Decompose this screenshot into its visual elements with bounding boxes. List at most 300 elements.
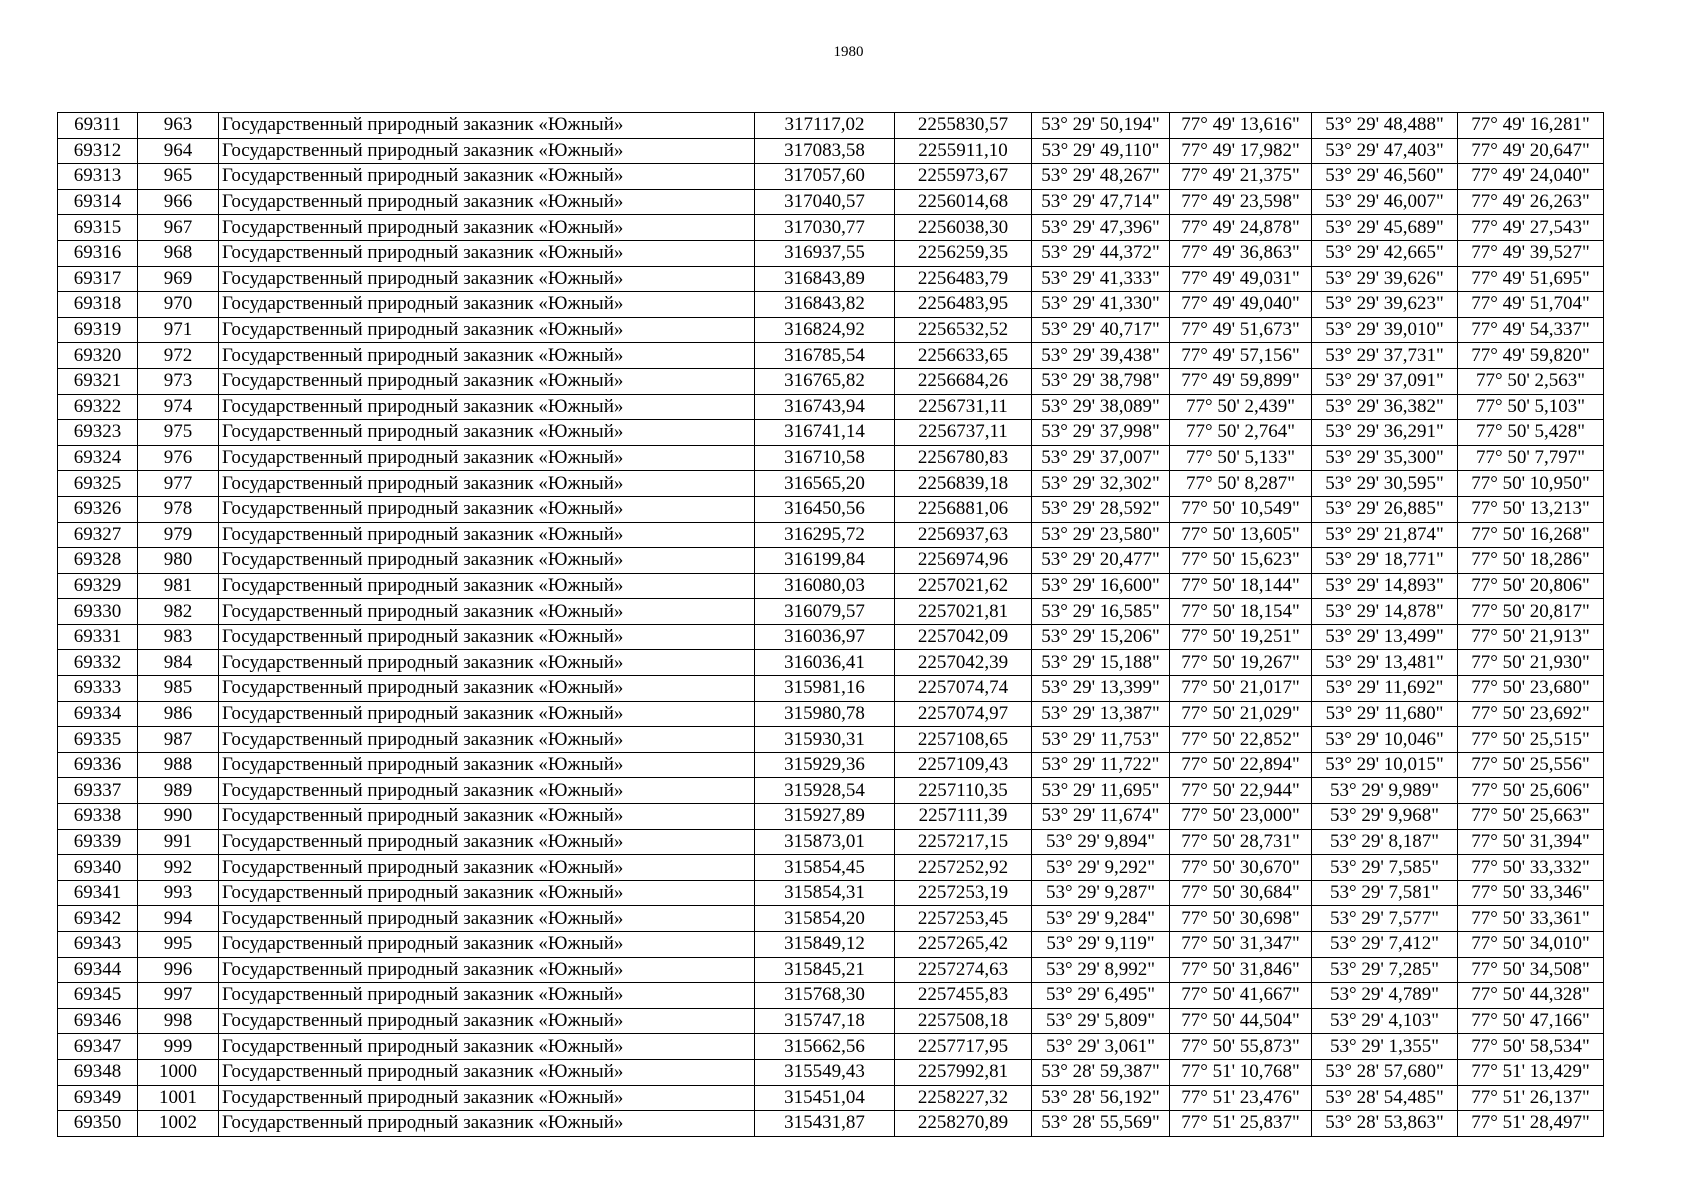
point-number-cell: 967 [138,215,219,241]
table-row [58,471,1604,497]
latitude-1-cell: 53° 29' 41,333" [1032,266,1170,292]
longitude-2-cell: 77° 49' 51,695" [1458,266,1604,292]
record-id-cell: 69348 [58,1059,138,1085]
point-number-cell: 980 [138,548,219,574]
territory-name-cell: Государственный природный заказник «Южный» [219,804,755,830]
latitude-1-cell: 53° 29' 16,585" [1032,599,1170,625]
point-number-cell: 991 [138,829,219,855]
latitude-1-cell: 53° 29' 11,674" [1032,804,1170,830]
latitude-1-cell: 53° 28' 55,569" [1032,1111,1170,1137]
record-id-cell: 69336 [58,752,138,778]
point-number-cell: 974 [138,394,219,420]
x-coordinate-cell: 316741,14 [755,420,895,446]
latitude-2-cell: 53° 29' 7,577" [1312,906,1458,932]
table-row [58,624,1604,650]
longitude-2-cell: 77° 49' 20,647" [1458,138,1604,164]
territory-name-cell: Государственный природный заказник «Южный» [219,164,755,190]
y-coordinate-cell: 2256780,83 [895,445,1032,471]
y-coordinate-cell: 2257253,45 [895,906,1032,932]
longitude-2-cell: 77° 50' 10,950" [1458,471,1604,497]
latitude-1-cell: 53° 29' 39,438" [1032,343,1170,369]
y-coordinate-cell: 2256937,63 [895,522,1032,548]
x-coordinate-cell: 315929,36 [755,752,895,778]
record-id-cell: 69316 [58,240,138,266]
latitude-1-cell: 53° 29' 38,089" [1032,394,1170,420]
latitude-2-cell: 53° 29' 14,878" [1312,599,1458,625]
longitude-2-cell: 77° 50' 25,663" [1458,804,1604,830]
longitude-1-cell: 77° 50' 8,287" [1170,471,1312,497]
table-row [58,368,1604,394]
longitude-1-cell: 77° 49' 57,156" [1170,343,1312,369]
longitude-2-cell: 77° 50' 33,332" [1458,855,1604,881]
longitude-2-cell: 77° 49' 51,704" [1458,292,1604,318]
latitude-2-cell: 53° 29' 30,595" [1312,471,1458,497]
latitude-1-cell: 53° 29' 23,580" [1032,522,1170,548]
point-number-cell: 969 [138,266,219,292]
table-row [58,215,1604,241]
latitude-1-cell: 53° 29' 13,387" [1032,701,1170,727]
longitude-2-cell: 77° 50' 34,010" [1458,932,1604,958]
longitude-1-cell: 77° 49' 13,616" [1170,113,1312,139]
x-coordinate-cell: 315873,01 [755,829,895,855]
longitude-1-cell: 77° 51' 25,837" [1170,1111,1312,1137]
longitude-1-cell: 77° 51' 23,476" [1170,1085,1312,1111]
latitude-2-cell: 53° 29' 4,789" [1312,983,1458,1009]
longitude-2-cell: 77° 50' 44,328" [1458,983,1604,1009]
y-coordinate-cell: 2257455,83 [895,983,1032,1009]
y-coordinate-cell: 2256731,11 [895,394,1032,420]
record-id-cell: 69320 [58,343,138,369]
y-coordinate-cell: 2257021,81 [895,599,1032,625]
table-row [58,983,1604,1009]
longitude-1-cell: 77° 49' 23,598" [1170,189,1312,215]
point-number-cell: 970 [138,292,219,318]
latitude-2-cell: 53° 29' 21,874" [1312,522,1458,548]
territory-name-cell: Государственный природный заказник «Южный» [219,1059,755,1085]
x-coordinate-cell: 316450,56 [755,496,895,522]
latitude-2-cell: 53° 29' 1,355" [1312,1034,1458,1060]
y-coordinate-cell: 2258270,89 [895,1111,1032,1137]
record-id-cell: 69341 [58,880,138,906]
latitude-1-cell: 53° 29' 15,206" [1032,624,1170,650]
latitude-1-cell: 53° 29' 9,287" [1032,880,1170,906]
point-number-cell: 994 [138,906,219,932]
territory-name-cell: Государственный природный заказник «Южный» [219,880,755,906]
latitude-2-cell: 53° 28' 53,863" [1312,1111,1458,1137]
latitude-2-cell: 53° 29' 47,403" [1312,138,1458,164]
latitude-1-cell: 53° 29' 5,809" [1032,1008,1170,1034]
point-number-cell: 979 [138,522,219,548]
latitude-1-cell: 53° 29' 9,284" [1032,906,1170,932]
table-row [58,1059,1604,1085]
y-coordinate-cell: 2256483,79 [895,266,1032,292]
latitude-1-cell: 53° 29' 37,998" [1032,420,1170,446]
table-row [58,752,1604,778]
latitude-2-cell: 53° 29' 10,046" [1312,727,1458,753]
longitude-1-cell: 77° 49' 17,982" [1170,138,1312,164]
point-number-cell: 987 [138,727,219,753]
y-coordinate-cell: 2257074,74 [895,676,1032,702]
table-row [58,496,1604,522]
y-coordinate-cell: 2257717,95 [895,1034,1032,1060]
record-id-cell: 69343 [58,932,138,958]
y-coordinate-cell: 2257042,09 [895,624,1032,650]
record-id-cell: 69321 [58,368,138,394]
table-row [58,394,1604,420]
territory-name-cell: Государственный природный заказник «Южный» [219,676,755,702]
longitude-2-cell: 77° 51' 26,137" [1458,1085,1604,1111]
x-coordinate-cell: 317030,77 [755,215,895,241]
point-number-cell: 971 [138,317,219,343]
latitude-2-cell: 53° 29' 7,585" [1312,855,1458,881]
territory-name-cell: Государственный природный заказник «Южный» [219,727,755,753]
point-number-cell: 983 [138,624,219,650]
territory-name-cell: Государственный природный заказник «Южный» [219,701,755,727]
record-id-cell: 69346 [58,1008,138,1034]
longitude-1-cell: 77° 50' 2,439" [1170,394,1312,420]
record-id-cell: 69327 [58,522,138,548]
point-number-cell: 985 [138,676,219,702]
point-number-cell: 973 [138,368,219,394]
latitude-2-cell: 53° 29' 35,300" [1312,445,1458,471]
territory-name-cell: Государственный природный заказник «Южный» [219,420,755,446]
latitude-2-cell: 53° 29' 11,692" [1312,676,1458,702]
territory-name-cell: Государственный природный заказник «Южный» [219,1085,755,1111]
table-row [58,855,1604,881]
table-row [58,599,1604,625]
longitude-1-cell: 77° 51' 10,768" [1170,1059,1312,1085]
territory-name-cell: Государственный природный заказник «Южный» [219,624,755,650]
table-row [58,522,1604,548]
x-coordinate-cell: 315854,20 [755,906,895,932]
territory-name-cell: Государственный природный заказник «Южный» [219,189,755,215]
point-number-cell: 968 [138,240,219,266]
territory-name-cell: Государственный природный заказник «Южный» [219,240,755,266]
territory-name-cell: Государственный природный заказник «Южный» [219,932,755,958]
latitude-1-cell: 53° 29' 28,592" [1032,496,1170,522]
x-coordinate-cell: 317117,02 [755,113,895,139]
longitude-2-cell: 77° 50' 7,797" [1458,445,1604,471]
latitude-2-cell: 53° 29' 37,091" [1312,368,1458,394]
table-row [58,317,1604,343]
table-row [58,1085,1604,1111]
record-id-cell: 69315 [58,215,138,241]
table-row [58,138,1604,164]
table-row [58,727,1604,753]
point-number-cell: 975 [138,420,219,446]
longitude-1-cell: 77° 49' 36,863" [1170,240,1312,266]
longitude-2-cell: 77° 49' 26,263" [1458,189,1604,215]
point-number-cell: 1000 [138,1059,219,1085]
record-id-cell: 69338 [58,804,138,830]
longitude-2-cell: 77° 49' 27,543" [1458,215,1604,241]
y-coordinate-cell: 2255911,10 [895,138,1032,164]
table-row [58,292,1604,318]
record-id-cell: 69328 [58,548,138,574]
longitude-1-cell: 77° 50' 41,667" [1170,983,1312,1009]
y-coordinate-cell: 2257074,97 [895,701,1032,727]
table-row [58,880,1604,906]
point-number-cell: 978 [138,496,219,522]
point-number-cell: 997 [138,983,219,1009]
latitude-1-cell: 53° 29' 20,477" [1032,548,1170,574]
point-number-cell: 981 [138,573,219,599]
table-row [58,957,1604,983]
x-coordinate-cell: 316079,57 [755,599,895,625]
x-coordinate-cell: 316843,82 [755,292,895,318]
y-coordinate-cell: 2255830,57 [895,113,1032,139]
latitude-2-cell: 53° 29' 39,626" [1312,266,1458,292]
longitude-2-cell: 77° 50' 58,534" [1458,1034,1604,1060]
table-row [58,804,1604,830]
coordinates-table [57,112,1604,1137]
point-number-cell: 996 [138,957,219,983]
latitude-2-cell: 53° 29' 45,689" [1312,215,1458,241]
record-id-cell: 69350 [58,1111,138,1137]
latitude-1-cell: 53° 29' 13,399" [1032,676,1170,702]
point-number-cell: 995 [138,932,219,958]
territory-name-cell: Государственный природный заказник «Южный» [219,906,755,932]
latitude-2-cell: 53° 28' 54,485" [1312,1085,1458,1111]
longitude-1-cell: 77° 50' 30,670" [1170,855,1312,881]
longitude-1-cell: 77° 50' 22,852" [1170,727,1312,753]
longitude-1-cell: 77° 50' 13,605" [1170,522,1312,548]
longitude-2-cell: 77° 49' 54,337" [1458,317,1604,343]
territory-name-cell: Государственный природный заказник «Южный» [219,829,755,855]
x-coordinate-cell: 316743,94 [755,394,895,420]
table-row [58,548,1604,574]
territory-name-cell: Государственный природный заказник «Южный» [219,445,755,471]
territory-name-cell: Государственный природный заказник «Южный» [219,215,755,241]
x-coordinate-cell: 315431,87 [755,1111,895,1137]
longitude-1-cell: 77° 50' 2,764" [1170,420,1312,446]
longitude-2-cell: 77° 50' 23,680" [1458,676,1604,702]
latitude-2-cell: 53° 29' 26,885" [1312,496,1458,522]
longitude-2-cell: 77° 50' 20,817" [1458,599,1604,625]
table-row [58,573,1604,599]
longitude-2-cell: 77° 50' 20,806" [1458,573,1604,599]
territory-name-cell: Государственный природный заказник «Южный» [219,394,755,420]
table-row [58,266,1604,292]
record-id-cell: 69324 [58,445,138,471]
record-id-cell: 69322 [58,394,138,420]
y-coordinate-cell: 2256633,65 [895,343,1032,369]
latitude-1-cell: 53° 28' 56,192" [1032,1085,1170,1111]
record-id-cell: 69318 [58,292,138,318]
x-coordinate-cell: 315451,04 [755,1085,895,1111]
longitude-1-cell: 77° 50' 55,873" [1170,1034,1312,1060]
longitude-2-cell: 77° 50' 5,103" [1458,394,1604,420]
point-number-cell: 972 [138,343,219,369]
y-coordinate-cell: 2257108,65 [895,727,1032,753]
x-coordinate-cell: 315981,16 [755,676,895,702]
latitude-2-cell: 53° 28' 57,680" [1312,1059,1458,1085]
latitude-1-cell: 53° 28' 59,387" [1032,1059,1170,1085]
x-coordinate-cell: 316199,84 [755,548,895,574]
territory-name-cell: Государственный природный заказник «Южный» [219,650,755,676]
record-id-cell: 69349 [58,1085,138,1111]
table-row [58,676,1604,702]
longitude-1-cell: 77° 50' 18,144" [1170,573,1312,599]
y-coordinate-cell: 2256881,06 [895,496,1032,522]
latitude-1-cell: 53° 29' 44,372" [1032,240,1170,266]
x-coordinate-cell: 315854,45 [755,855,895,881]
latitude-2-cell: 53° 29' 14,893" [1312,573,1458,599]
table-body [58,113,1604,1137]
longitude-1-cell: 77° 49' 59,899" [1170,368,1312,394]
territory-name-cell: Государственный природный заказник «Южный» [219,266,755,292]
territory-name-cell: Государственный природный заказник «Южный» [219,548,755,574]
longitude-1-cell: 77° 49' 21,375" [1170,164,1312,190]
y-coordinate-cell: 2256259,35 [895,240,1032,266]
y-coordinate-cell: 2257042,39 [895,650,1032,676]
territory-name-cell: Государственный природный заказник «Южный» [219,138,755,164]
territory-name-cell: Государственный природный заказник «Южный» [219,983,755,1009]
longitude-1-cell: 77° 50' 23,000" [1170,804,1312,830]
longitude-2-cell: 77° 50' 47,166" [1458,1008,1604,1034]
longitude-1-cell: 77° 50' 21,029" [1170,701,1312,727]
latitude-1-cell: 53° 29' 16,600" [1032,573,1170,599]
record-id-cell: 69339 [58,829,138,855]
y-coordinate-cell: 2256014,68 [895,189,1032,215]
record-id-cell: 69313 [58,164,138,190]
x-coordinate-cell: 316036,97 [755,624,895,650]
longitude-1-cell: 77° 49' 49,040" [1170,292,1312,318]
x-coordinate-cell: 316710,58 [755,445,895,471]
table-row [58,932,1604,958]
x-coordinate-cell: 316080,03 [755,573,895,599]
y-coordinate-cell: 2255973,67 [895,164,1032,190]
table-row [58,1111,1604,1137]
latitude-2-cell: 53° 29' 13,481" [1312,650,1458,676]
record-id-cell: 69342 [58,906,138,932]
territory-name-cell: Государственный природный заказник «Южный» [219,1034,755,1060]
territory-name-cell: Государственный природный заказник «Южный» [219,752,755,778]
point-number-cell: 998 [138,1008,219,1034]
table-row [58,189,1604,215]
table-row [58,240,1604,266]
point-number-cell: 977 [138,471,219,497]
latitude-2-cell: 53° 29' 9,989" [1312,778,1458,804]
latitude-2-cell: 53° 29' 37,731" [1312,343,1458,369]
longitude-2-cell: 77° 50' 33,346" [1458,880,1604,906]
point-number-cell: 982 [138,599,219,625]
x-coordinate-cell: 316843,89 [755,266,895,292]
y-coordinate-cell: 2257110,35 [895,778,1032,804]
table-row [58,343,1604,369]
longitude-1-cell: 77° 50' 31,347" [1170,932,1312,958]
latitude-1-cell: 53° 29' 50,194" [1032,113,1170,139]
record-id-cell: 69333 [58,676,138,702]
record-id-cell: 69311 [58,113,138,139]
latitude-1-cell: 53° 29' 9,894" [1032,829,1170,855]
longitude-1-cell: 77° 49' 24,878" [1170,215,1312,241]
longitude-2-cell: 77° 50' 34,508" [1458,957,1604,983]
x-coordinate-cell: 317057,60 [755,164,895,190]
latitude-2-cell: 53° 29' 46,007" [1312,189,1458,215]
latitude-2-cell: 53° 29' 4,103" [1312,1008,1458,1034]
longitude-2-cell: 77° 51' 28,497" [1458,1111,1604,1137]
y-coordinate-cell: 2256737,11 [895,420,1032,446]
x-coordinate-cell: 315980,78 [755,701,895,727]
territory-name-cell: Государственный природный заказник «Южный» [219,496,755,522]
territory-name-cell: Государственный природный заказник «Южный» [219,522,755,548]
record-id-cell: 69319 [58,317,138,343]
table-row [58,778,1604,804]
point-number-cell: 989 [138,778,219,804]
longitude-1-cell: 77° 50' 28,731" [1170,829,1312,855]
latitude-1-cell: 53° 29' 6,495" [1032,983,1170,1009]
table-row [58,420,1604,446]
record-id-cell: 69325 [58,471,138,497]
territory-name-cell: Государственный природный заказник «Южный» [219,343,755,369]
y-coordinate-cell: 2257992,81 [895,1059,1032,1085]
longitude-1-cell: 77° 50' 19,267" [1170,650,1312,676]
territory-name-cell: Государственный природный заказник «Южный» [219,368,755,394]
x-coordinate-cell: 315662,56 [755,1034,895,1060]
record-id-cell: 69334 [58,701,138,727]
latitude-1-cell: 53° 29' 32,302" [1032,471,1170,497]
longitude-1-cell: 77° 50' 18,154" [1170,599,1312,625]
x-coordinate-cell: 317040,57 [755,189,895,215]
longitude-2-cell: 77° 50' 5,428" [1458,420,1604,446]
territory-name-cell: Государственный природный заказник «Южный» [219,292,755,318]
longitude-2-cell: 77° 50' 18,286" [1458,548,1604,574]
longitude-2-cell: 77° 50' 21,930" [1458,650,1604,676]
record-id-cell: 69317 [58,266,138,292]
latitude-2-cell: 53° 29' 39,623" [1312,292,1458,318]
table-row [58,1008,1604,1034]
record-id-cell: 69312 [58,138,138,164]
y-coordinate-cell: 2258227,32 [895,1085,1032,1111]
longitude-1-cell: 77° 50' 21,017" [1170,676,1312,702]
latitude-2-cell: 53° 29' 7,581" [1312,880,1458,906]
x-coordinate-cell: 315849,12 [755,932,895,958]
table-row [58,1034,1604,1060]
longitude-2-cell: 77° 49' 39,527" [1458,240,1604,266]
latitude-1-cell: 53° 29' 11,722" [1032,752,1170,778]
longitude-1-cell: 77° 50' 44,504" [1170,1008,1312,1034]
x-coordinate-cell: 315930,31 [755,727,895,753]
territory-name-cell: Государственный природный заказник «Южный» [219,855,755,881]
longitude-1-cell: 77° 50' 19,251" [1170,624,1312,650]
territory-name-cell: Государственный природный заказник «Южный» [219,317,755,343]
point-number-cell: 963 [138,113,219,139]
record-id-cell: 69331 [58,624,138,650]
latitude-2-cell: 53° 29' 36,291" [1312,420,1458,446]
latitude-1-cell: 53° 29' 41,330" [1032,292,1170,318]
longitude-1-cell: 77° 50' 5,133" [1170,445,1312,471]
point-number-cell: 1002 [138,1111,219,1137]
record-id-cell: 69337 [58,778,138,804]
x-coordinate-cell: 315928,54 [755,778,895,804]
latitude-2-cell: 53° 29' 42,665" [1312,240,1458,266]
y-coordinate-cell: 2256974,96 [895,548,1032,574]
latitude-2-cell: 53° 29' 48,488" [1312,113,1458,139]
longitude-2-cell: 77° 50' 21,913" [1458,624,1604,650]
y-coordinate-cell: 2257265,42 [895,932,1032,958]
x-coordinate-cell: 316824,92 [755,317,895,343]
table-row [58,445,1604,471]
territory-name-cell: Государственный природный заказник «Южный» [219,778,755,804]
x-coordinate-cell: 316937,55 [755,240,895,266]
latitude-2-cell: 53° 29' 8,187" [1312,829,1458,855]
longitude-2-cell: 77° 50' 25,515" [1458,727,1604,753]
latitude-1-cell: 53° 29' 40,717" [1032,317,1170,343]
latitude-2-cell: 53° 29' 39,010" [1312,317,1458,343]
table-row [58,701,1604,727]
record-id-cell: 69332 [58,650,138,676]
